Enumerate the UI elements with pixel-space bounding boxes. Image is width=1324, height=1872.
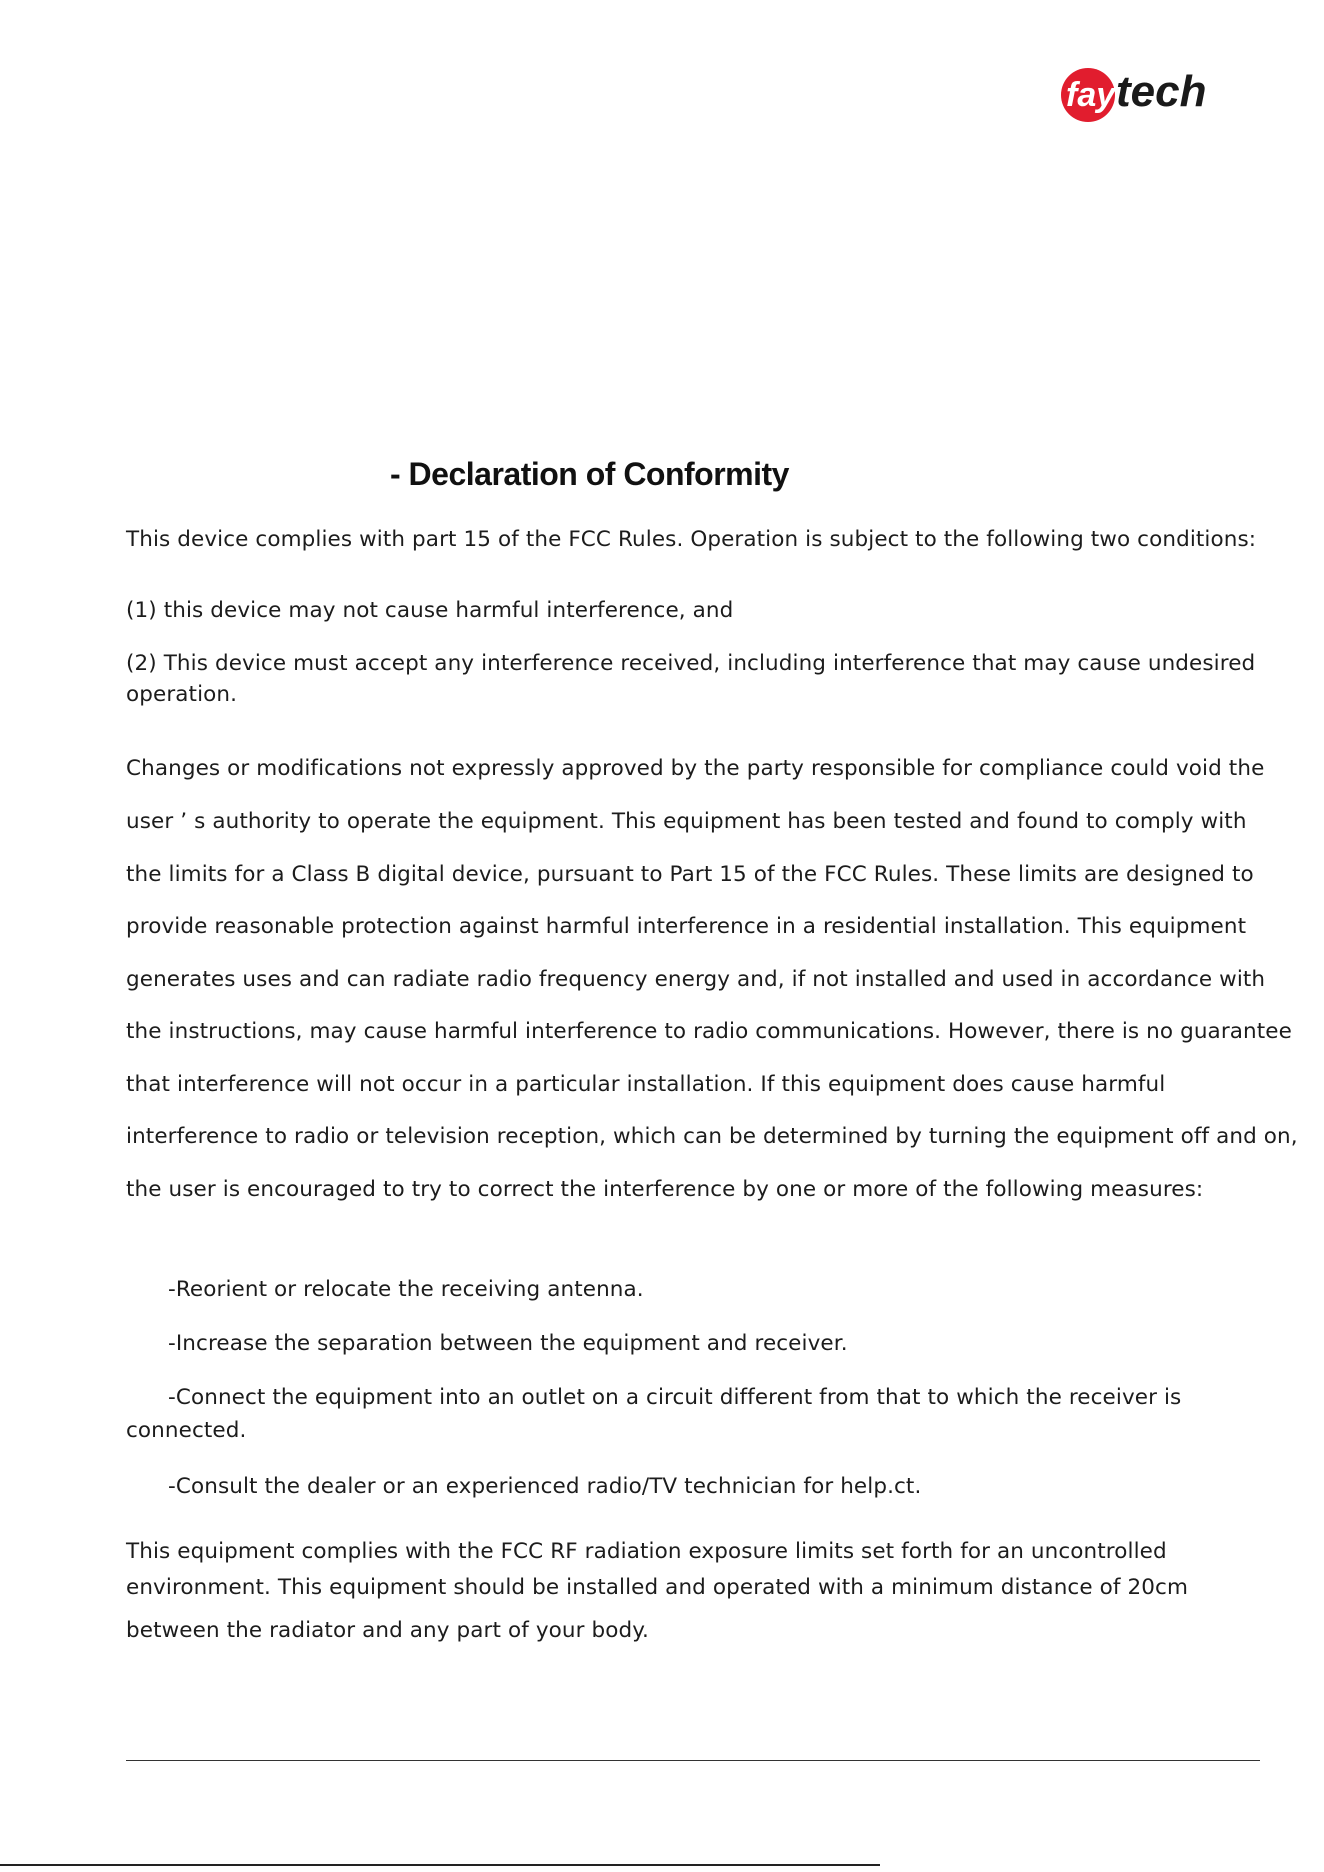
- paragraph-line: user ’ s authority to operate the equipment. This equipment has been tested and found to comply with: [126, 809, 1247, 834]
- rf-statement-line: between the radiator and any part of your body.: [126, 1618, 649, 1643]
- footer-divider: [126, 1760, 1260, 1761]
- condition-1: (1) this device may not cause harmful interference, and: [126, 598, 734, 623]
- bottom-edge-line: [0, 1864, 880, 1866]
- rf-statement-line: This equipment complies with the FCC RF radiation exposure limits set forth for an uncontrolled: [126, 1539, 1167, 1564]
- measure-item: -Consult the dealer or an experienced radio/TV technician for help.ct.: [168, 1474, 922, 1499]
- paragraph-line: the limits for a Class B digital device, pursuant to Part 15 of the FCC Rules. These limits are designed to: [126, 862, 1254, 887]
- page-title: - Declaration of Conformity: [390, 456, 789, 492]
- measure-item: -Increase the separation between the equipment and receiver.: [168, 1331, 848, 1356]
- paragraph-line: that interference will not occur in a particular installation. If this equipment does cause harmful: [126, 1072, 1166, 1097]
- paragraph-line: provide reasonable protection against harmful interference in a residential installation. This equipment: [126, 914, 1247, 939]
- paragraph-line: the instructions, may cause harmful interference to radio communications. However, there is no guarantee: [126, 1019, 1292, 1044]
- paragraph-line: generates uses and can radiate radio frequency energy and, if not installed and used in accordance with: [126, 967, 1266, 992]
- paragraph-line: Changes or modifications not expressly approved by the party responsible for compliance could void the: [126, 756, 1265, 781]
- paragraph-line: interference to radio or television reception, which can be determined by turning the equipment off and on,: [126, 1124, 1298, 1149]
- measure-item: -Reorient or relocate the receiving antenna.: [168, 1277, 644, 1302]
- measure-item: -Connect the equipment into an outlet on a circuit different from that to which the receiver is: [168, 1385, 1182, 1410]
- measure-item-cont: connected.: [126, 1418, 247, 1443]
- faytech-logo: [1052, 50, 1232, 130]
- condition-2-cont: operation.: [126, 682, 238, 707]
- logo-text-prefix: fay: [1066, 76, 1116, 114]
- intro-text: This device complies with part 15 of the FCC Rules. Operation is subject to the following two conditions:: [126, 527, 1257, 552]
- condition-2: (2) This device must accept any interference received, including interference that may cause undesired: [126, 651, 1256, 676]
- rf-statement-line: environment. This equipment should be installed and operated with a minimum distance of 20cm: [126, 1575, 1188, 1600]
- paragraph-line: the user is encouraged to try to correct the interference by one or more of the following measures:: [126, 1177, 1204, 1202]
- logo-text-suffix: tech: [1116, 67, 1207, 116]
